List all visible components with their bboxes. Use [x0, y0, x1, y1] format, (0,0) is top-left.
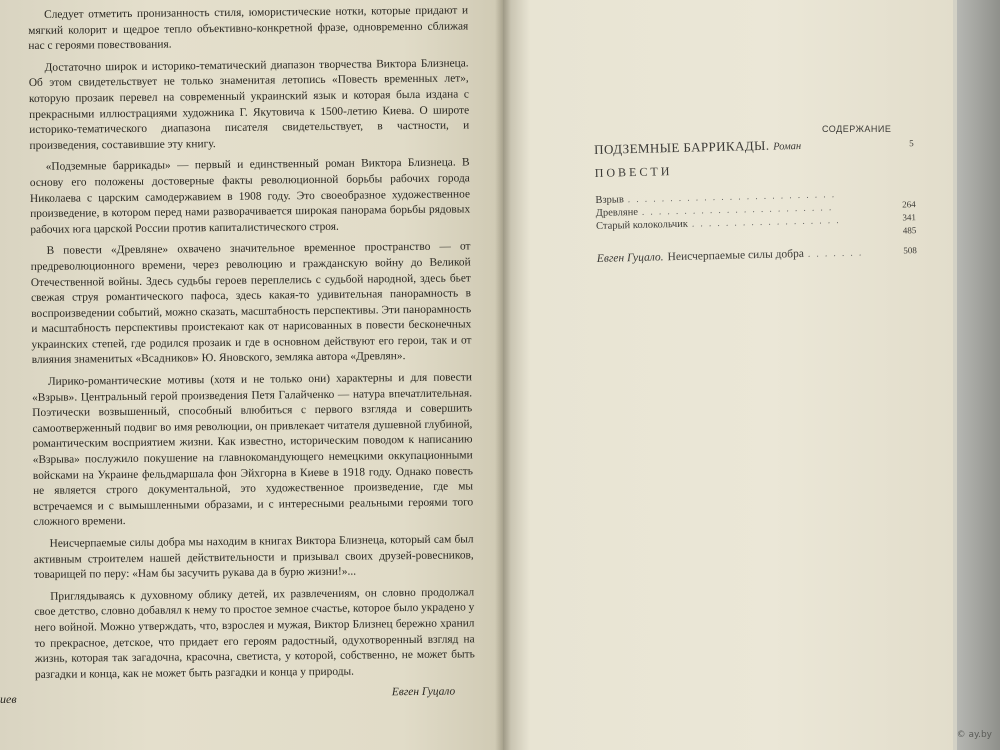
page-footer-fragment: иев: [0, 692, 17, 706]
leader-dots: . . . . . . . . . . . . . . . . . .: [691, 214, 841, 229]
page-number: 508: [903, 245, 917, 256]
page-number: 485: [902, 225, 917, 236]
leader-dots: . . . . . . .: [807, 247, 864, 259]
page-edge: [953, 0, 1000, 750]
page-number: 341: [902, 212, 917, 223]
right-page: [503, 0, 953, 750]
paragraph: Следует отметить пронизанность стиля, юмористические нотки, которые придают и мягкий колорит и щедрое тепло объективно-конкретной фразе, одновременно сближая нас с героями повествования.: [28, 4, 469, 53]
author-signature: Евген Гуцало: [391, 685, 456, 699]
paragraph: Приглядываясь к духовному облику детей, их развлечениям, он словно продолжал свое детство, словно добавлял к нему то простое земное счастье, которое было украдено у него войной. Можно утверждать, что, взрослея и мужая, Виктор Близнец бережно хранил то прекрасное, детское, что придает его героям радостный, одухотворенный взгляд на жизнь, которая так загадочна, красочна, светиста, у которой, собственно, не может быть разгадки и конца, как не может быть разгадки и конца у природы.: [34, 586, 475, 681]
section-heading: ПОВЕСТИ: [594, 164, 673, 180]
novel-genre: Роман: [772, 140, 802, 153]
page-number: 264: [901, 199, 916, 210]
leader-dots: . . . . . . . . . . . . . . . . . . . . . . . . .: [627, 189, 837, 205]
toc-entry-title: Старый колокольчик: [595, 218, 689, 232]
table-of-contents: [594, 134, 917, 266]
toc-entry-title: Взрыв: [595, 194, 624, 206]
afterword-title: Неисчерпаемые силы добра: [667, 247, 805, 264]
paragraph: «Подземные баррикады» — первый и единственный роман Виктора Близнеца. В основу его положены достоверные факты революционной борьбы рабочих города Николаева с царским самодержавием в 1908 году. Это своеобразное художественное произведение, в котором перед нами разворачивается широкая панорама борьбы рядовых рабочих юга царской России против капиталистического строя.: [29, 156, 471, 236]
paragraph: Достаточно широк и историко-тематический диапазон творчества Виктора Близнеца. Об этом свидетельствует не только знаменитая летопись «Повесть временных лет», которую прозаик перевел на современный украинский язык и которая была издана с прекрасными иллюстрациями художника Г. Якутовича к 1500-летию Киева. О широте историко-тематического диапазона писателя свидетельствует, в частности, и произведения, составившие эту книгу.: [28, 57, 470, 152]
novel-title: ПОДЗЕМНЫЕ БАРРИКАДЫ.: [594, 137, 770, 157]
afterword-author: Евген Гуцало.: [596, 251, 664, 265]
page-number: 5: [909, 138, 915, 149]
toc-entry-title: Древляне: [595, 206, 639, 219]
book-gutter: [495, 0, 511, 750]
leader-dots: . . . . . . . . . . . . . . . . . . . . . . .: [641, 202, 834, 217]
paragraph: В повести «Древляне» охвачено значительное временное пространство — от предреволюционного времени, через революцию и гражданскую войну до Великой Отечественной войны. Здесь судьбы героев переплелись с судьбой народной, здесь бьет свежая струя романтического пафоса, здесь какая-то удивительная панорамность в воспроизведении событий, можно сказать, масштабность перспективы. Эти панорамность и масштабность перспективы проистекают как от нарисованных в повести бесконечных украинских степей, где родился прозаик и где в основном действуют его герои, так и от влияния знаменитых «Всадников» Ю. Яновского, земляка автора «Древлян».: [30, 240, 472, 367]
watermark: © ay.by: [956, 730, 992, 740]
contents-heading: СОДЕРЖАНИЕ: [822, 124, 892, 134]
afterword-text: [28, 3, 475, 705]
paragraph: Неисчерпаемые силы добра мы находим в книгах Виктора Близнеца, который сам был активным строителем нашей действительности и призывал своих друзей-ровесников, товарищей по перу: «Нам бы засучить рукава да в бурю жизни!»...: [33, 533, 474, 582]
paragraph: Лирико-романтические мотивы (хотя и не только они) характерны и для повести «Взрыв». Центральный герой произведения Петя Галайченко — натура впечатлительная. Поэтически возвышенный, способный влюбиться с первого взгляда и совершить самоотверженный подвиг во имя революции, он привлекает читателя душевной глубиной, романтическим восприятием жизни. Как известно, историческим поводом к написанию «Взрыва» послужило покушение на главнокомандующего немецкими оккупационными войсками на Украине фельдмаршала фон Эйхгорна в Киеве в 1918 году. Однако повесть не является строго документальной, это художественное произведение, где мы встречаемся и с вымышленными образами, и с интересными реальными героями того сложного времени.: [32, 371, 474, 529]
